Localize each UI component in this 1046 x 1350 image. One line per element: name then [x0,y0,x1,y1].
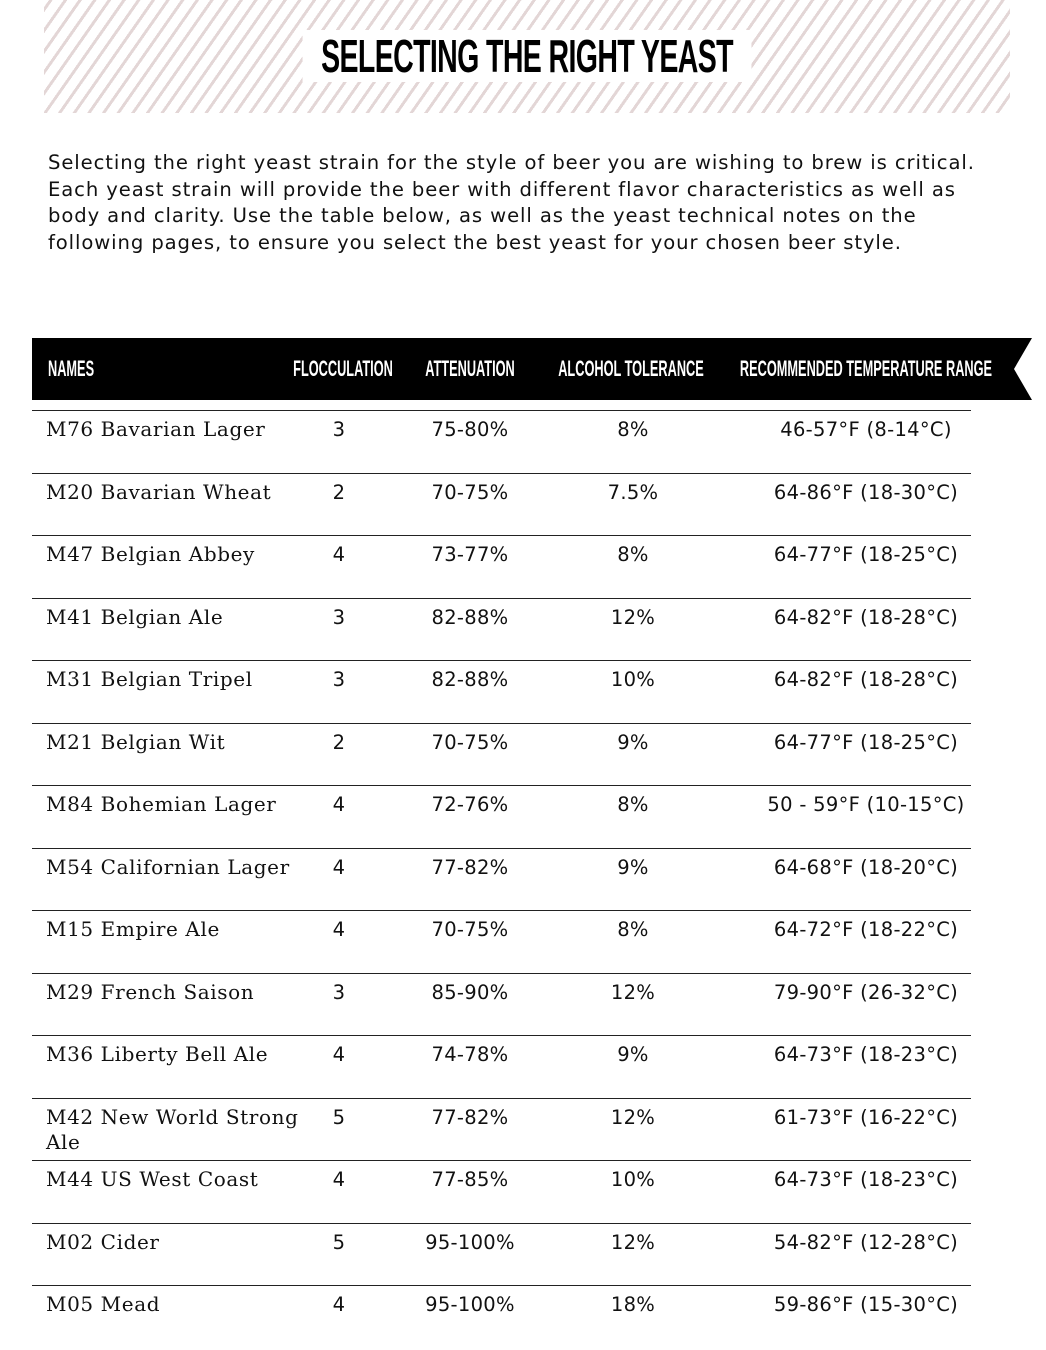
alcohol-tolerance-cell: 12% [610,980,656,1004]
table-row [32,1035,971,1099]
alcohol-tolerance-cell: 10% [610,1168,656,1191]
attenuation-cell: 72-76% [431,793,509,816]
flocculation-cell: 4 [332,1168,346,1191]
attenuation-cell: 77-85% [431,1168,509,1191]
intro-paragraph: Selecting the right yeast strain for the style of beer you are wishing to brew is critical. Each yeast strain will provide the beer with different flavor characteristics as well as body and clarity. Use the table below, as well as the yeast technical notes on the following pages, to ensure you select the best yeast for your chosen beer style. [48,151,975,254]
table-row [32,660,971,724]
temperature-range-cell: 64-82°F (18-28°C) [773,605,959,629]
attenuation-cell: 70-75% [431,480,509,504]
yeast-name-cell: M44 US West Coast [46,1167,259,1191]
temperature-range-cell: 64-68°F (18-20°C) [773,855,959,879]
flocculation-cell: 4 [332,1293,346,1316]
table-row [32,1223,971,1287]
temperature-range-cell: 64-77°F (18-25°C) [773,543,959,566]
table-row [32,473,971,537]
table-row [32,785,971,849]
attenuation-cell: 82-88% [431,605,509,629]
temperature-range-cell: 64-72°F (18-22°C) [773,918,959,941]
header-names: NAMES [48,356,95,381]
alcohol-tolerance-cell: 8% [617,418,649,441]
yeast-name-cell: M29 French Saison [46,979,255,1004]
page-title [228,30,827,82]
attenuation-cell: 77-82% [431,855,509,879]
flocculation-cell: 3 [332,605,346,629]
attenuation-cell: 70-75% [431,730,509,754]
attenuation-cell: 77-82% [431,1105,509,1129]
flocculation-cell: 3 [332,418,346,441]
alcohol-tolerance-cell: 9% [617,1043,649,1066]
yeast-name-cell: M84 Bohemian Lager [46,792,277,816]
alcohol-tolerance-cell: 10% [610,668,656,691]
alcohol-tolerance-cell: 7.5% [607,480,659,504]
flocculation-cell: 4 [332,793,346,816]
flocculation-cell: 5 [332,1105,346,1129]
table-row [32,1098,971,1162]
attenuation-cell: 95-100% [425,1293,515,1316]
table-row [32,973,971,1037]
page-title-text: SELECTING THE RIGHT YEAST [302,30,751,82]
table-row [32,848,971,912]
temperature-range-cell: 64-86°F (18-30°C) [773,480,959,504]
temperature-range-cell: 64-82°F (18-28°C) [773,668,959,691]
attenuation-cell: 85-90% [431,980,509,1004]
table-row [32,910,971,974]
temperature-range-cell: 64-73°F (18-23°C) [773,1043,959,1066]
flocculation-cell: 3 [332,668,346,691]
table-row [32,1285,971,1349]
attenuation-cell: 73-77% [431,543,509,566]
yeast-name-cell: M20 Bavarian Wheat [46,479,272,504]
yeast-name-cell: M15 Empire Ale [46,917,220,941]
alcohol-tolerance-cell: 8% [617,793,649,816]
temperature-range-cell: 64-77°F (18-25°C) [773,730,959,754]
table-row [32,535,971,599]
temperature-range-cell: 59-86°F (15-30°C) [773,1293,959,1316]
alcohol-tolerance-cell: 12% [610,1105,656,1129]
attenuation-cell: 95-100% [425,1230,515,1254]
alcohol-tolerance-cell: 12% [610,605,656,629]
temperature-range-cell: 61-73°F (16-22°C) [773,1105,959,1129]
flocculation-cell: 4 [332,543,346,566]
table-row [32,410,971,474]
table-row [32,723,971,787]
flocculation-cell: 4 [332,855,346,879]
table-row [32,598,971,662]
temperature-range-cell: 64-73°F (18-23°C) [773,1168,959,1191]
attenuation-cell: 70-75% [431,918,509,941]
temperature-range-cell: 46-57°F (8-14°C) [780,418,952,441]
alcohol-tolerance-cell: 18% [610,1293,656,1316]
temperature-range-cell: 79-90°F (26-32°C) [773,980,959,1004]
alcohol-tolerance-cell: 9% [617,855,649,879]
flocculation-cell: 4 [332,918,346,941]
attenuation-cell: 82-88% [431,668,509,691]
table-row [32,1160,971,1224]
alcohol-tolerance-cell: 12% [610,1230,656,1254]
yeast-name-cell: M05 Mead [46,1292,161,1316]
yeast-name-cell: M41 Belgian Ale [46,604,224,629]
attenuation-cell: 75-80% [431,418,509,441]
alcohol-tolerance-cell: 8% [617,918,649,941]
alcohol-tolerance-cell: 9% [617,730,649,754]
yeast-name-cell: M36 Liberty Bell Ale [46,1042,269,1066]
flocculation-cell: 2 [332,480,346,504]
flocculation-cell: 3 [332,980,346,1004]
yeast-name-cell: M54 Californian Lager [46,854,290,879]
flocculation-cell: 5 [332,1230,346,1254]
yeast-name-cell: M31 Belgian Tripel [46,667,253,691]
yeast-name-cell: M42 New World Strong Ale [46,1104,299,1154]
title-band [44,0,1010,113]
attenuation-cell: 74-78% [431,1043,509,1066]
flocculation-cell: 4 [332,1043,346,1066]
alcohol-tolerance-cell: 8% [617,543,649,566]
flocculation-cell: 2 [332,730,346,754]
temperature-range-cell: 50 - 59°F (10-15°C) [767,793,965,816]
yeast-name-cell: M47 Belgian Abbey [46,542,255,566]
yeast-name-cell: M02 Cider [46,1229,160,1254]
temperature-range-cell: 54-82°F (12-28°C) [773,1230,959,1254]
yeast-name-cell: M76 Bavarian Lager [46,417,266,441]
yeast-name-cell: M21 Belgian Wit [46,729,226,754]
